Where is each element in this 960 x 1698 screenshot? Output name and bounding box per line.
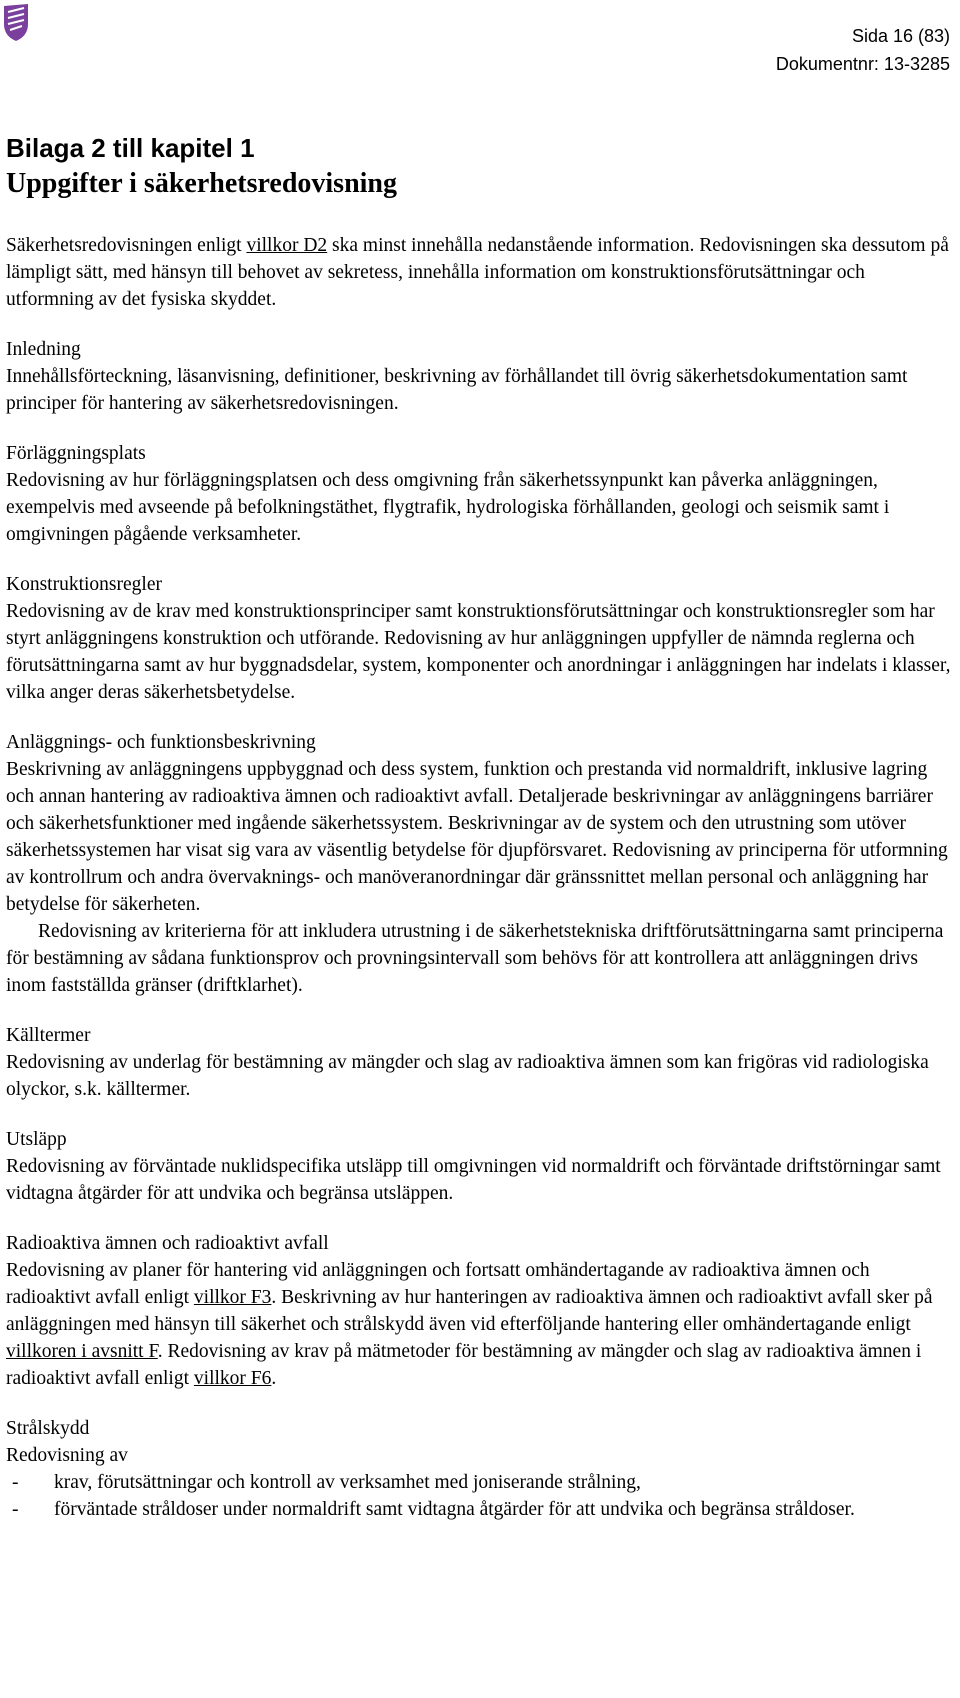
intro-paragraph [6,232,956,313]
section-text: Redovisning av de krav med konstruktionsprinciper samt konstruktionsförutsättningar och konstruktionsregler som har styrt anläggningens konstruktion och utförande. Redovisning av hur anläggningen uppfyller de nämnda reglerna och förutsättningarna samt av hur byggnadsdelar, system, komponenter och anordningar i anläggningen har indelats i klasser, vilka anger deras säkerhetsbetydelse. [6,601,951,703]
section-heading: Källtermer [6,1025,91,1046]
section-text: Innehållsförteckning, läsanvisning, definitioner, beskrivning av förhållandet till övrig säkerhetsdokumentation samt principer för hantering av säkerhetsredovisningen. [6,366,908,414]
section-text-4: . [271,1368,277,1389]
page-title [6,130,397,202]
section-heading: Radioaktiva ämnen och radioaktivt avfall [6,1233,329,1254]
section-stralskydd [6,1415,956,1523]
section-heading: Förläggningsplats [6,443,146,464]
link-villkor-f3[interactable]: villkor F3 [193,1287,272,1308]
link-villkoren-avsnitt-f[interactable]: villkoren i avsnitt F [6,1341,158,1362]
list-item: - förväntade stråldoser under normaldrift samt vidtagna åtgärder för att undvika och begränsa stråldoser. [6,1496,956,1523]
document-number: Dokumentnr: 13-3285 [775,54,950,74]
section-radioaktiva [6,1230,956,1392]
title-line-1: Bilaga 2 till kapitel 1 [6,133,255,163]
list-item: - krav, förutsättningar och kontroll av verksamhet med joniserande strålning, [6,1469,956,1496]
section-kalltermer [6,1022,956,1103]
section-heading: Inledning [6,339,81,360]
section-heading: Utsläpp [6,1129,67,1150]
title-line-2: Uppgifter i säkerhetsredovisning [6,168,397,199]
section-inledning [6,336,956,417]
intro-text-pre: Säkerhetsredovisningen enligt [6,235,247,256]
section-text: Redovisning av hur förläggningsplatsen och dess omgivning från säkerhetssynpunkt kan påverka anläggningen, exempelvis med avseende på befolkningstäthet, flygtrafik, hydrologiska förhållanden, geologi och seismik samt i omgivningen pågående verksamheter. [6,470,890,545]
intro-text-post: ska minst innehålla nedanstående information. Redovisningen ska dessutom på lämpligt sätt, med hänsyn till behovet av sekretess, innehålla information om konstruktionsförutsättningar och utformning av det fysiska skyddet. [6,235,949,310]
section-anlaggning [6,729,956,918]
section-heading: Anläggnings- och funktionsbeskrivning [6,732,316,753]
section-text-1: Redovisning av planer för hantering vid anläggningen och fortsatt omhändertagande av radioaktiva ämnen och radioaktivt avfall enligt [6,1260,870,1308]
document-body [6,232,956,1523]
link-villkor-f6[interactable]: villkor F6 [193,1368,272,1389]
section-heading: Strålskydd [6,1418,90,1439]
section-text: Beskrivning av anläggningens uppbyggnad och dess system, funktion och prestanda vid normaldrift, inklusive lagring och annan hantering av radioaktiva ämnen och radioaktivt avfall. Detaljerade beskrivningar av anläggningens barriärer och säkerhetsfunktioner med ingående säkerhetssystem. Beskrivningar av de system och den utrustning som utöver säkerhetssystemen har visat sig vara av väsentlig betydelse för djupförsvaret. Redovisning av principerna för utformning av kontrollrum och andra övervaknings- och manöveranordningar där gränssnittet mellan personal och anläggning har betydelse för säkerheten. [6,759,948,915]
section-text-3: . Redovisning av krav på mätmetoder för bestämning av mängder och slag av radioaktiva ämnen i radioaktivt avfall enligt [6,1341,922,1389]
section-anlaggning-text-2: Redovisning av kriterierna för att inkludera utrustning i de säkerhetstekniska driftförutsättningarna samt principerna för bestämning av sådana funktionsprov och provningsintervall som behövs för att kontrollera att anläggningen drivs inom fastställda gränser (driftklarhet). [6,921,944,996]
link-villkor-d2[interactable]: villkor D2 [246,235,328,256]
section-forlaggningsplats [6,440,956,548]
section-text-2: . Beskrivning av hur hanteringen av radioaktiva ämnen och radioaktivt avfall sker på anläggningen med hänsyn till säkerhet och strålskydd även vid efterföljande hantering eller omhändertagande enligt [6,1287,933,1335]
section-text: Redovisning av underlag för bestämning av mängder och slag av radioaktiva ämnen som kan frigöras vid radiologiska olyckor, s.k. källtermer. [6,1052,929,1100]
bullet-list [6,1469,956,1523]
logo-icon [2,2,30,42]
page-header [776,22,950,78]
section-utslapp [6,1126,956,1207]
section-heading: Konstruktionsregler [6,574,162,595]
section-intro: Redovisning av [6,1445,128,1466]
section-konstruktionsregler [6,571,956,706]
section-text: Redovisning av förväntade nuklidspecifika utsläpp till omgivningen vid normaldrift och förväntade driftstörningar samt vidtagna åtgärder för att undvika och begränsa utsläppen. [6,1156,941,1204]
page-number: Sida 16 (83) [851,26,950,46]
